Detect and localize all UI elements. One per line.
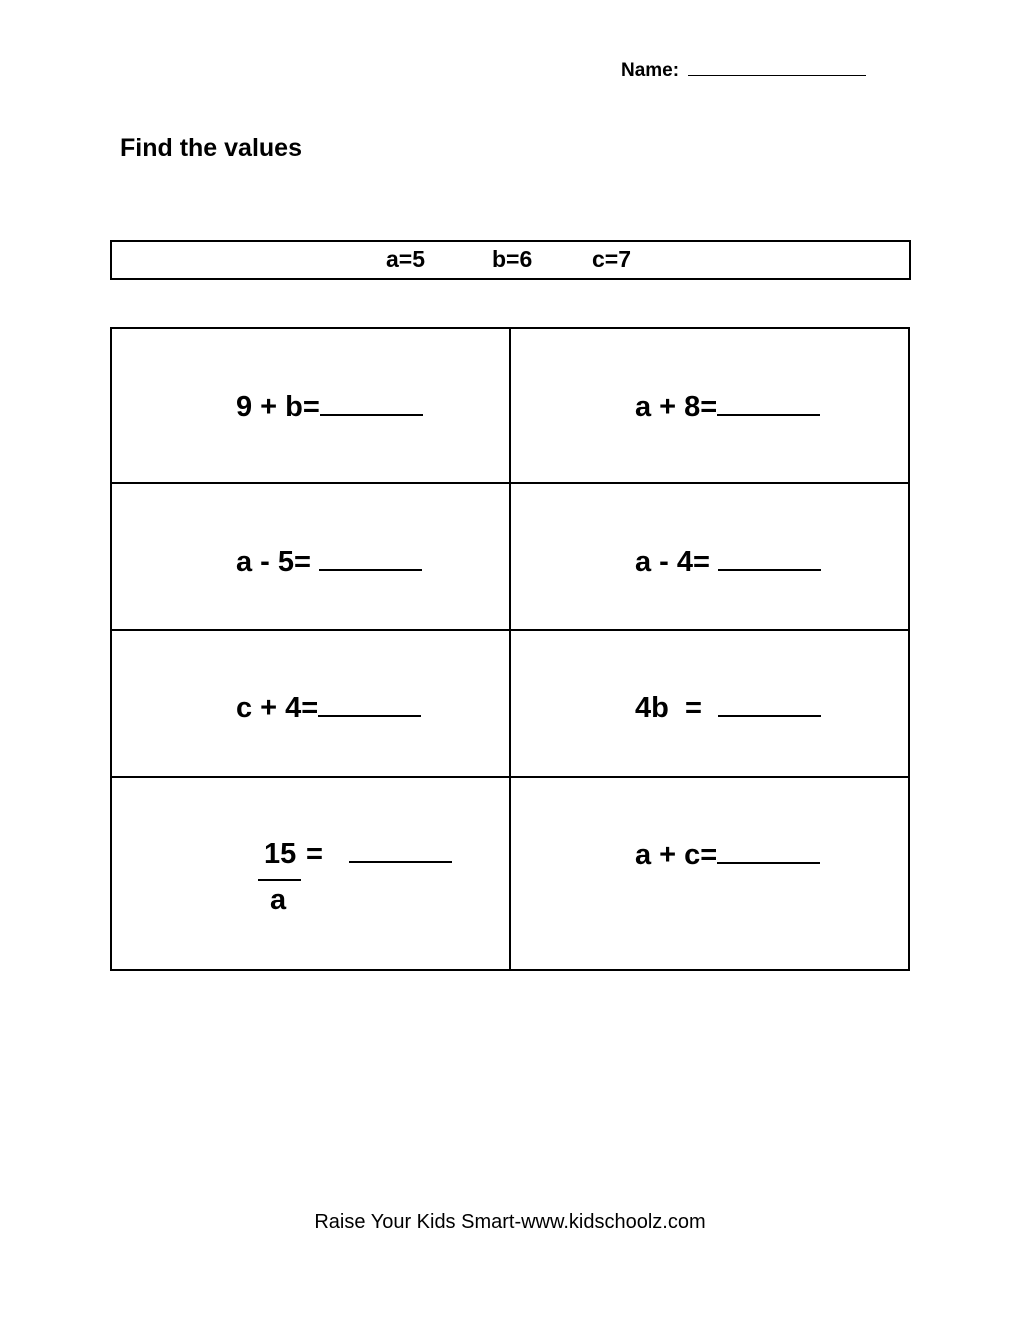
problem-expression: 4b = bbox=[635, 692, 719, 724]
problem-cell bbox=[111, 630, 510, 777]
problem-row bbox=[111, 483, 909, 630]
name-label: Name: bbox=[621, 60, 680, 81]
problem-cell bbox=[111, 483, 510, 630]
problem-expression: a + c= bbox=[635, 839, 718, 871]
equals-sign: = bbox=[306, 838, 323, 870]
problem-row bbox=[111, 777, 909, 970]
fraction-denominator: a bbox=[270, 884, 287, 916]
answer-blank[interactable] bbox=[718, 568, 821, 571]
variable-b: b=6 bbox=[492, 246, 533, 272]
name-field bbox=[621, 60, 866, 82]
problem-cell bbox=[510, 328, 909, 483]
problem-expression: a + 8= bbox=[635, 391, 718, 423]
answer-blank[interactable] bbox=[349, 860, 452, 863]
fraction-equals bbox=[306, 838, 452, 871]
problem-4 bbox=[635, 546, 821, 579]
answer-blank[interactable] bbox=[320, 413, 423, 416]
problem-7 bbox=[635, 839, 820, 872]
variables-box bbox=[110, 240, 911, 280]
name-blank-line[interactable] bbox=[688, 74, 866, 76]
problem-5 bbox=[236, 692, 421, 725]
problem-expression: a - 5= bbox=[236, 546, 320, 578]
problems-grid bbox=[110, 327, 910, 971]
footer-text: Raise Your Kids Smart-www.kidschoolz.com bbox=[314, 1211, 706, 1233]
answer-blank[interactable] bbox=[717, 861, 820, 864]
problem-cell bbox=[111, 777, 510, 970]
answer-blank[interactable] bbox=[318, 714, 421, 717]
answer-blank[interactable] bbox=[319, 568, 422, 571]
problem-expression: c + 4= bbox=[236, 692, 319, 724]
problem-cell bbox=[510, 777, 909, 970]
answer-blank[interactable] bbox=[718, 714, 821, 717]
variable-a: a=5 bbox=[386, 246, 426, 272]
problem-cell bbox=[111, 328, 510, 483]
problem-6 bbox=[635, 692, 821, 725]
problem-2 bbox=[635, 391, 820, 424]
answer-blank[interactable] bbox=[717, 413, 820, 416]
problem-cell bbox=[510, 483, 909, 630]
problem-1 bbox=[236, 391, 423, 424]
problem-row bbox=[111, 630, 909, 777]
problem-3 bbox=[236, 546, 422, 579]
variable-c: c=7 bbox=[592, 246, 632, 272]
fraction-numerator: 15 bbox=[264, 838, 297, 870]
problem-expression: 9 + b= bbox=[236, 391, 320, 423]
fraction-bar bbox=[258, 879, 301, 881]
problem-cell bbox=[510, 630, 909, 777]
problem-row bbox=[111, 328, 909, 483]
worksheet-title: Find the values bbox=[120, 134, 302, 162]
problem-expression: a - 4= bbox=[635, 546, 719, 578]
